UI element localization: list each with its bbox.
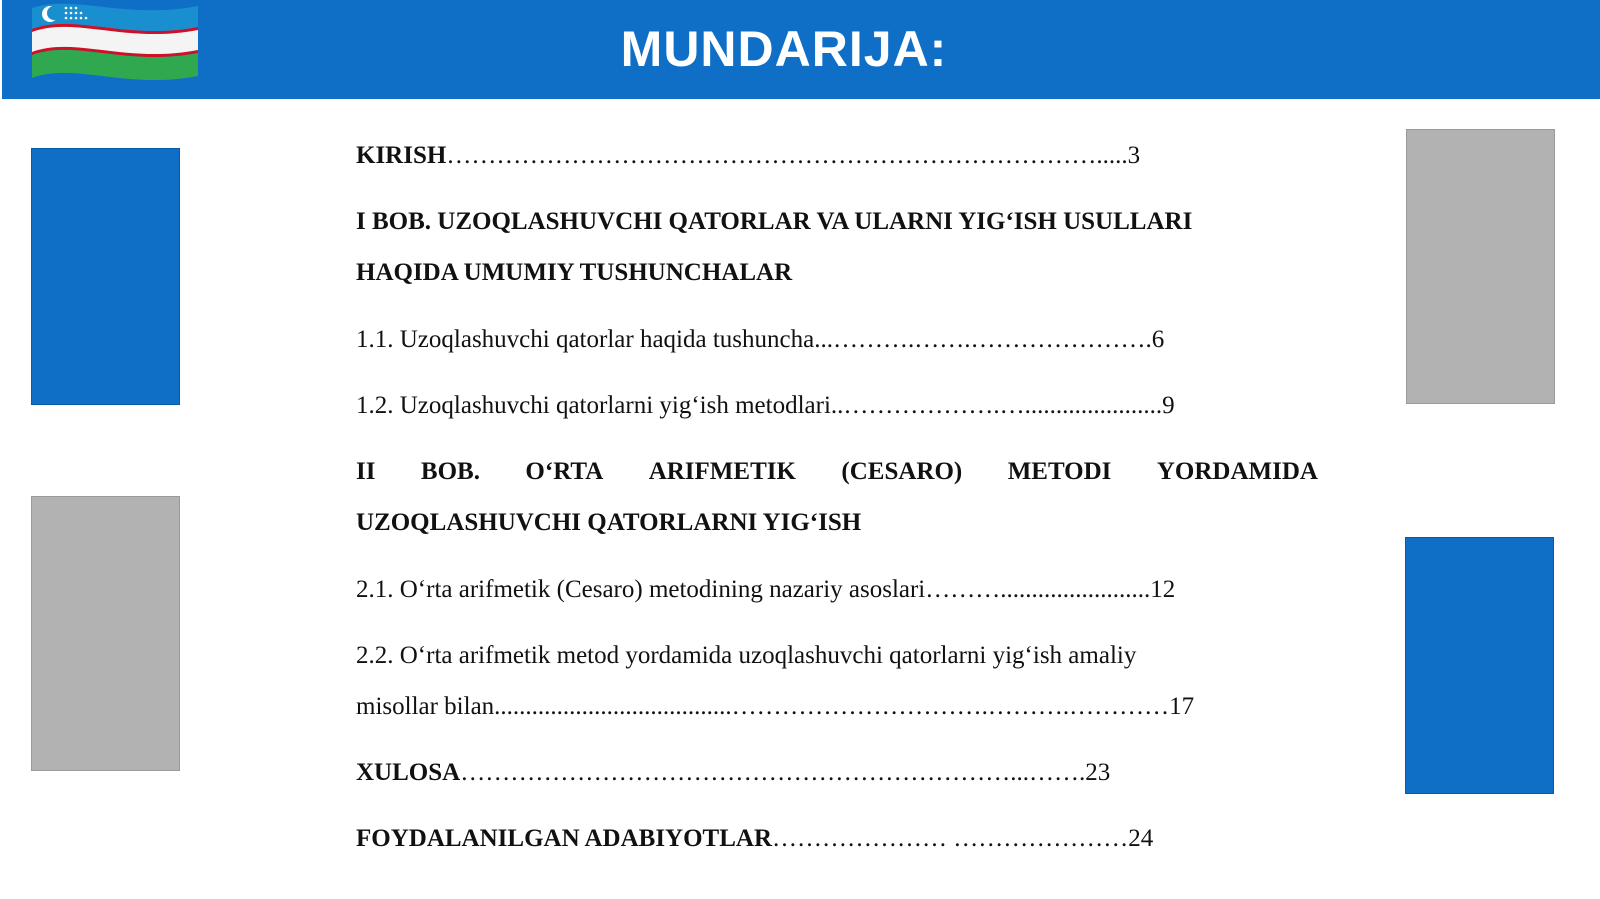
toc-chapter-2-line2: UZOQLASHUVCHI QATORLARNI YIG‘ISH [356,509,862,536]
toc-entry-xulosa: XULOSA…………………………………………………………...…….23 [356,759,1111,786]
toc-entry-adabiyotlar: FOYDALANILGAN ADABIYOTLAR………………… …………………24 [356,825,1154,852]
page-title: MUNDARIJA: [620,21,948,77]
decorative-blue-block-left [31,148,180,405]
toc-chapter-2-line1: II BOB. O‘RTA ARIFMETIK (CESARO) METODI YORDAMIDA [356,458,1318,485]
toc-entry-1-1: 1.1. Uzoqlashuvchi qatorlar haqida tushuncha...……….…….………………….6 [356,326,1165,353]
decorative-gray-block-right [1406,129,1555,404]
toc-chapter-1-line1: I BOB. UZOQLASHUVCHI QATORLAR VA ULARNI YIG‘ISH USULLARI [356,208,1193,235]
decorative-gray-block-left [31,496,180,771]
toc-entry-kirish: KIRISH…………………………………………………………………….....3 [356,142,1141,169]
toc-entry-1-2: 1.2. Uzoqlashuvchi qatorlarni yig‘ish metodlari..……………….…......................9 [356,392,1175,419]
toc-entry-2-2-line1: 2.2. O‘rta arifmetik metod yordamida uzoqlashuvchi qatorlarni yig‘ish amaliy [356,642,1137,669]
toc-entry-2-1: 2.1. O‘rta arifmetik (Cesaro) metodining nazariy asoslari………........................12 [356,576,1176,603]
decorative-blue-block-right [1405,537,1554,794]
toc-chapter-1-line2: HAQIDA UMUMIY TUSHUNCHALAR [356,259,793,286]
toc-entry-2-2-line2: misollar bilan......................................………………………….……….…………17 [356,693,1195,720]
